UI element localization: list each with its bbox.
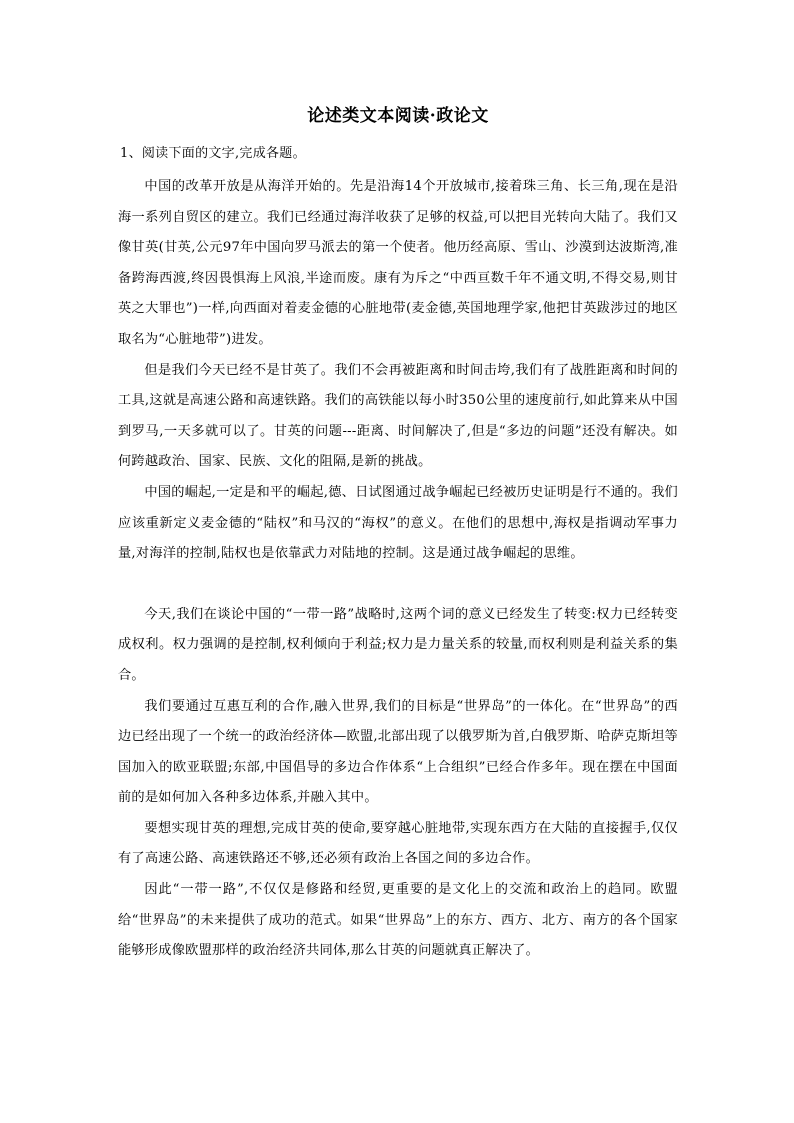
paragraph-5: 我们要通过互惠互利的合作,融入世界,我们的目标是“世界岛”的一体化。在“世界岛”的西边已经出现了一个统一的政治经济体—欧盟,北部出现了以俄罗斯为首,白俄罗斯、哈萨克斯坦等国加入的欧亚联盟;东部,中国倡导的多边合作体系“上合组织”已经合作多年。现在摆在中国面前的是如何加入各种多边体系,并融入其中。 (118, 698, 678, 806)
paragraph-6: 要想实现甘英的理想,完成甘英的使命,要穿越心脏地带,实现东西方在大陆的直接握手,仅仅有了高速公路、高速铁路还不够,还必须有政治上各国之间的多边合作。 (118, 820, 678, 867)
paragraph-2: 但是我们今天已经不是甘英了。我们不会再被距离和时间击垮,我们有了战胜距离和时间的工具,这就是高速公路和高速铁路。我们的高铁能以每小时350公里的速度前行,如此算来从中国到罗马,一天多就可以了。甘英的问题---距离、时间解决了,但是“多边的问题”还没有解决。如何跨越政治、国家、民族、文化的阻隔,是新的挑战。 (118, 362, 678, 470)
paragraph-7: 因此“一带一路”,不仅仅是修路和经贸,更重要的是文化上的交流和政治上的趋同。欧盟给“世界岛”的未来提供了成功的范式。如果“世界岛”上的东方、西方、北方、南方的各个国家能够形成像欧盟那样的政治经济共同体,那么甘英的问题就真正解决了。 (118, 882, 678, 959)
paragraph-3: 中国的崛起,一定是和平的崛起,德、日试图通过战争崛起已经被历史证明是行不通的。我们应该重新定义麦金德的“陆权”和马汉的“海权”的意义。在他们的思想中,海权是指调动军事力量,对海洋的控制,陆权也是依靠武力对陆地的控制。这是通过战争崛起的思维。 (118, 484, 678, 562)
document-title: 论述类文本阅读·政论文 (307, 106, 489, 126)
paragraph-1: 中国的改革开放是从海洋开始的。先是沿海14个开放城市,接着珠三角、长三角,现在是沿海一系列自贸区的建立。我们已经通过海洋收获了足够的权益,可以把目光转向大陆了。我们又像甘英(甘英,公元97年中国向罗马派去的第一个使者。他历经高原、雪山、沙漠到达波斯湾,准备跨海西渡,终因畏惧海上风浪,半途而废。康有为斥之“中西亘数千年不通文明,不得交易,则甘英之大罪也”)一样,向西面对着麦金德的心脏地带(麦金德,英国地理学家,他把甘英跋涉过的地区取名为“心脏地带”)进发。 (118, 179, 678, 347)
paragraph-4: 今天,我们在谈论中国的“一带一路”战略时,这两个词的意义已经发生了转变:权力已经转变成权利。权力强调的是控制,权利倾向于利益;权力是力量关系的较量,而权利则是利益关系的集合。 (118, 606, 678, 683)
question-label: 1、阅读下面的文字,完成各题。 (120, 146, 306, 161)
